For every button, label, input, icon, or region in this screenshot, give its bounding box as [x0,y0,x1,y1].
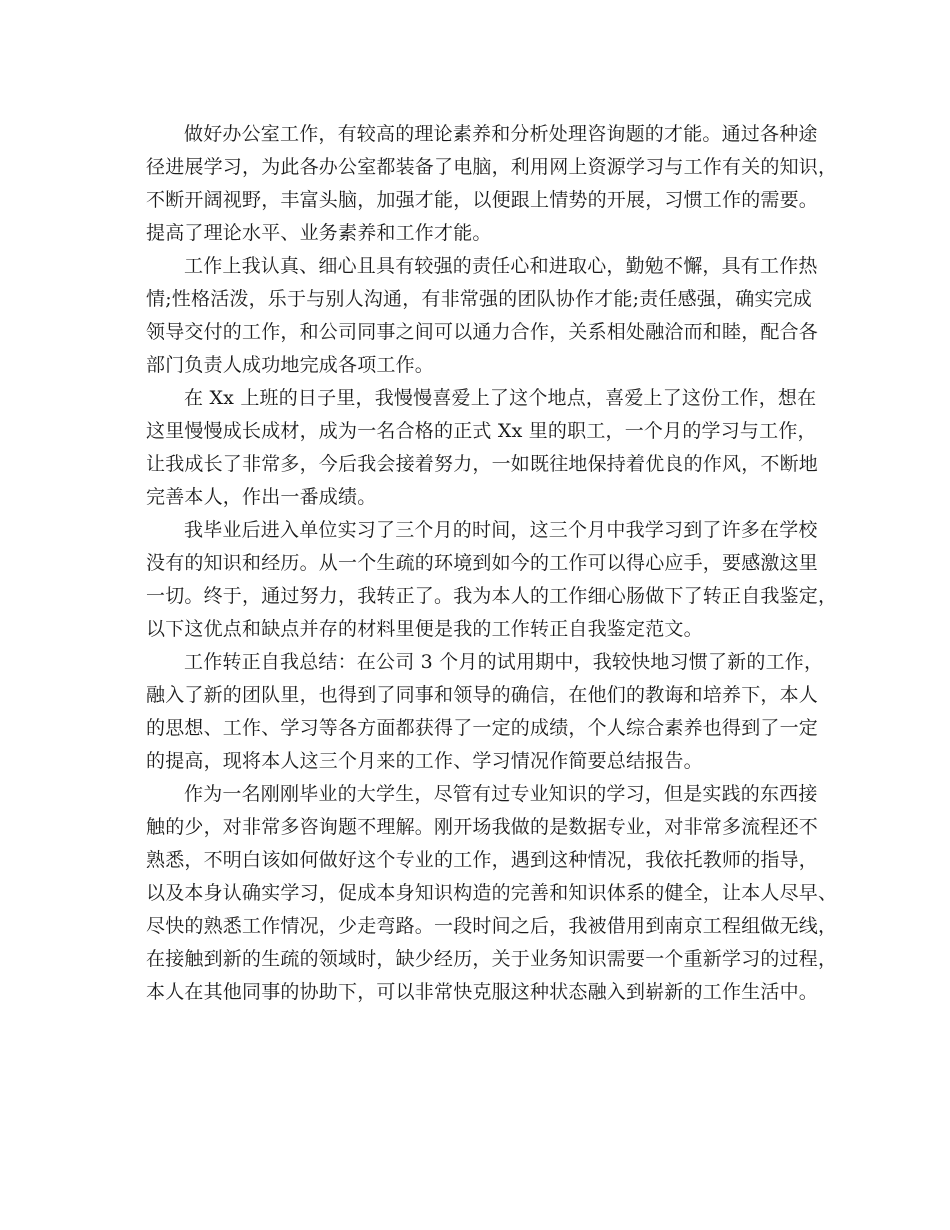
text-line: 这里慢慢成长成材，成为一名合格的正式 Xx 里的职工，一个月的学习与工作， [146,420,817,442]
text-line: 尽快的熟悉工作情况，少走弯路。一段时间之后，我被借用到南京工程组做无线， [146,915,838,937]
text-line: 让我成长了非常多，今后我会接着努力，一如既往地保持着优良的作风，不断地 [146,453,819,475]
text-line: 本人在其他同事的协助下，可以非常快克服这种状态融入到崭新的工作生活中。 [146,981,819,1003]
text-line: 一切。终于，通过努力，我转正了。我为本人的工作细心肠做下了转正自我鉴定， [146,585,838,607]
text-line: 提高了理论水平、业务素养和工作才能。 [146,222,492,244]
text-line: 不断开阔视野，丰富头脑，加强才能，以便跟上情势的开展，习惯工作的需要。 [146,189,819,211]
document-body [146,118,838,1009]
text-line: 在 Xx 上班的日子里，我慢慢喜爱上了这个地点，喜爱上了这份工作，想在 [184,387,817,409]
text-line: 径进展学习，为此各办公室都装备了电脑，利用网上资源学习与工作有关的知识， [146,156,838,178]
text-line: 我毕业后进入单位实习了三个月的时间，这三个月中我学习到了许多在学校 [184,519,818,541]
text-line: 熟悉，不明白该如何做好这个专业的工作，遇到这种情况，我依托教师的指导， [146,849,819,871]
text-line: 没有的知识和经历。从一个生疏的环境到如今的工作可以得心应手，要感激这里 [146,552,819,574]
text-line: 部门负责人成功地完成各项工作。 [146,354,435,376]
text-line: 以及本身认确实学习，促成本身知识构造的完善和知识体系的健全，让本人尽早、 [146,882,838,904]
paragraph-6 [146,778,838,1009]
text-line: 领导交付的工作，和公司同事之间可以通力合作，关系相处融洽而和睦，配合各 [146,321,819,343]
text-line: 融入了新的团队里，也得到了同事和领导的确信，在他们的教诲和培养下，本人 [146,684,819,706]
paragraph-5 [146,646,824,778]
text-line: 的提高，现将本人这三个月来的工作、学习情况作简要总结报告。 [146,750,703,772]
text-line: 触的少，对非常多咨询题不理解。刚开场我做的是数据专业，对非常多流程还不 [146,816,819,838]
text-line: 做好办公室工作，有较高的理论素养和分析处理咨询题的才能。通过各种途 [184,123,818,145]
paragraph-2 [146,250,819,382]
text-line: 情;性格活泼，乐于与别人沟通，有非常强的团队协作才能;责任感强，确实完成 [146,288,813,310]
text-line: 工作上我认真、细心且具有较强的责任心和进取心，勤勉不懈，具有工作热 [184,255,818,277]
text-line: 以下这优点和缺点并存的材料里便是我的工作转正自我鉴定范文。 [146,618,703,640]
paragraph-1 [146,118,838,250]
paragraph-4 [146,514,838,646]
text-line: 的思想、工作、学习等各方面都获得了一定的成绩，个人综合素养也得到了一定 [146,717,819,739]
text-line: 作为一名刚刚毕业的大学生，尽管有过专业知识的学习，但是实践的东西接 [184,783,818,805]
text-line: 在接触到新的生疏的领域时，缺少经历，关于业务知识需要一个重新学习的过程， [146,948,838,970]
text-line: 完善本人，作出一番成绩。 [146,486,377,508]
paragraph-3 [146,382,819,514]
text-line: 工作转正自我总结：在公司 3 个月的试用期中，我较快地习惯了新的工作， [184,651,824,673]
